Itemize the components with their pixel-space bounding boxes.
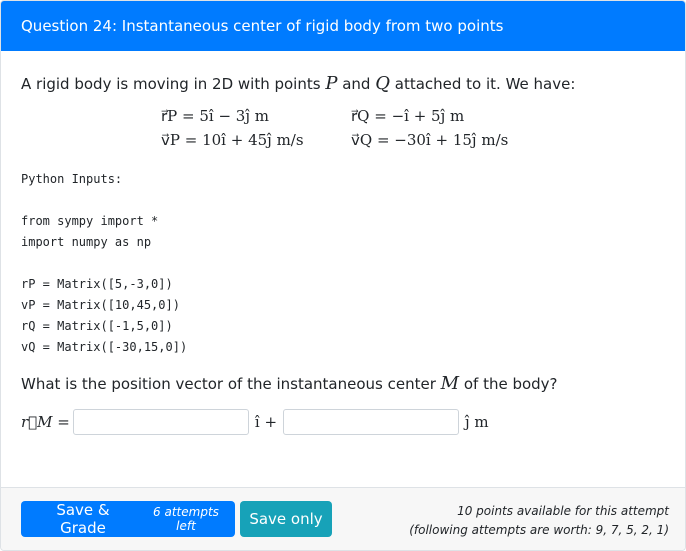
python-inputs-label: Python Inputs: xyxy=(21,172,123,186)
question-header xyxy=(1,1,685,51)
attempts-left-label: 6 attempts left xyxy=(153,505,219,533)
save-only-button[interactable]: Save only xyxy=(240,501,332,537)
question-prompt: What is the position vector of the instantaneous center M of the body? xyxy=(21,373,558,394)
equation-rQ: r⃗Q = −î + 5ĵ m xyxy=(351,107,465,125)
attempt-points-note xyxy=(409,502,669,540)
j-unit-label: ĵ m xyxy=(465,413,489,431)
given-equations xyxy=(161,105,665,151)
points-available-text: 10 points available for this attempt xyxy=(457,504,669,518)
python-variables-code: rP = Matrix([5,-3,0]) vP = Matrix([10,45,0]) rQ = Matrix([-1,5,0]) vQ = Matrix([-30,15,0]) xyxy=(21,277,188,354)
equation-vP: v⃗P = 10î + 45ĵ m/s xyxy=(161,131,304,149)
question-footer xyxy=(1,487,685,551)
answer-y-input[interactable] xyxy=(283,409,459,435)
save-and-grade-label: Save & Grade xyxy=(56,501,110,537)
equation-vQ: v⃗Q = −30î + 15ĵ m/s xyxy=(351,131,509,149)
point-q-symbol: Q xyxy=(375,73,390,94)
python-imports-code: from sympy import * import numpy as np xyxy=(21,214,159,249)
equation-rP: r⃗P = 5î − 3ĵ m xyxy=(161,107,269,125)
question-body xyxy=(1,73,685,435)
point-m-symbol: M xyxy=(440,373,460,394)
following-attempts-text: (following attempts are worth: 9, 7, 5, 2, 1) xyxy=(409,523,669,537)
answer-row xyxy=(21,409,665,435)
question-title: Question 24: Instantaneous center of rigid body from two points xyxy=(21,17,504,35)
answer-x-input[interactable] xyxy=(73,409,249,435)
intro-text: A rigid body is moving in 2D with points P and Q attached to it. We have: xyxy=(21,73,576,94)
i-unit-label: î + xyxy=(254,413,278,431)
save-and-grade-button[interactable] xyxy=(21,501,235,537)
point-p-symbol: P xyxy=(325,73,338,94)
answer-lhs-label: r⃗M = xyxy=(21,413,70,431)
